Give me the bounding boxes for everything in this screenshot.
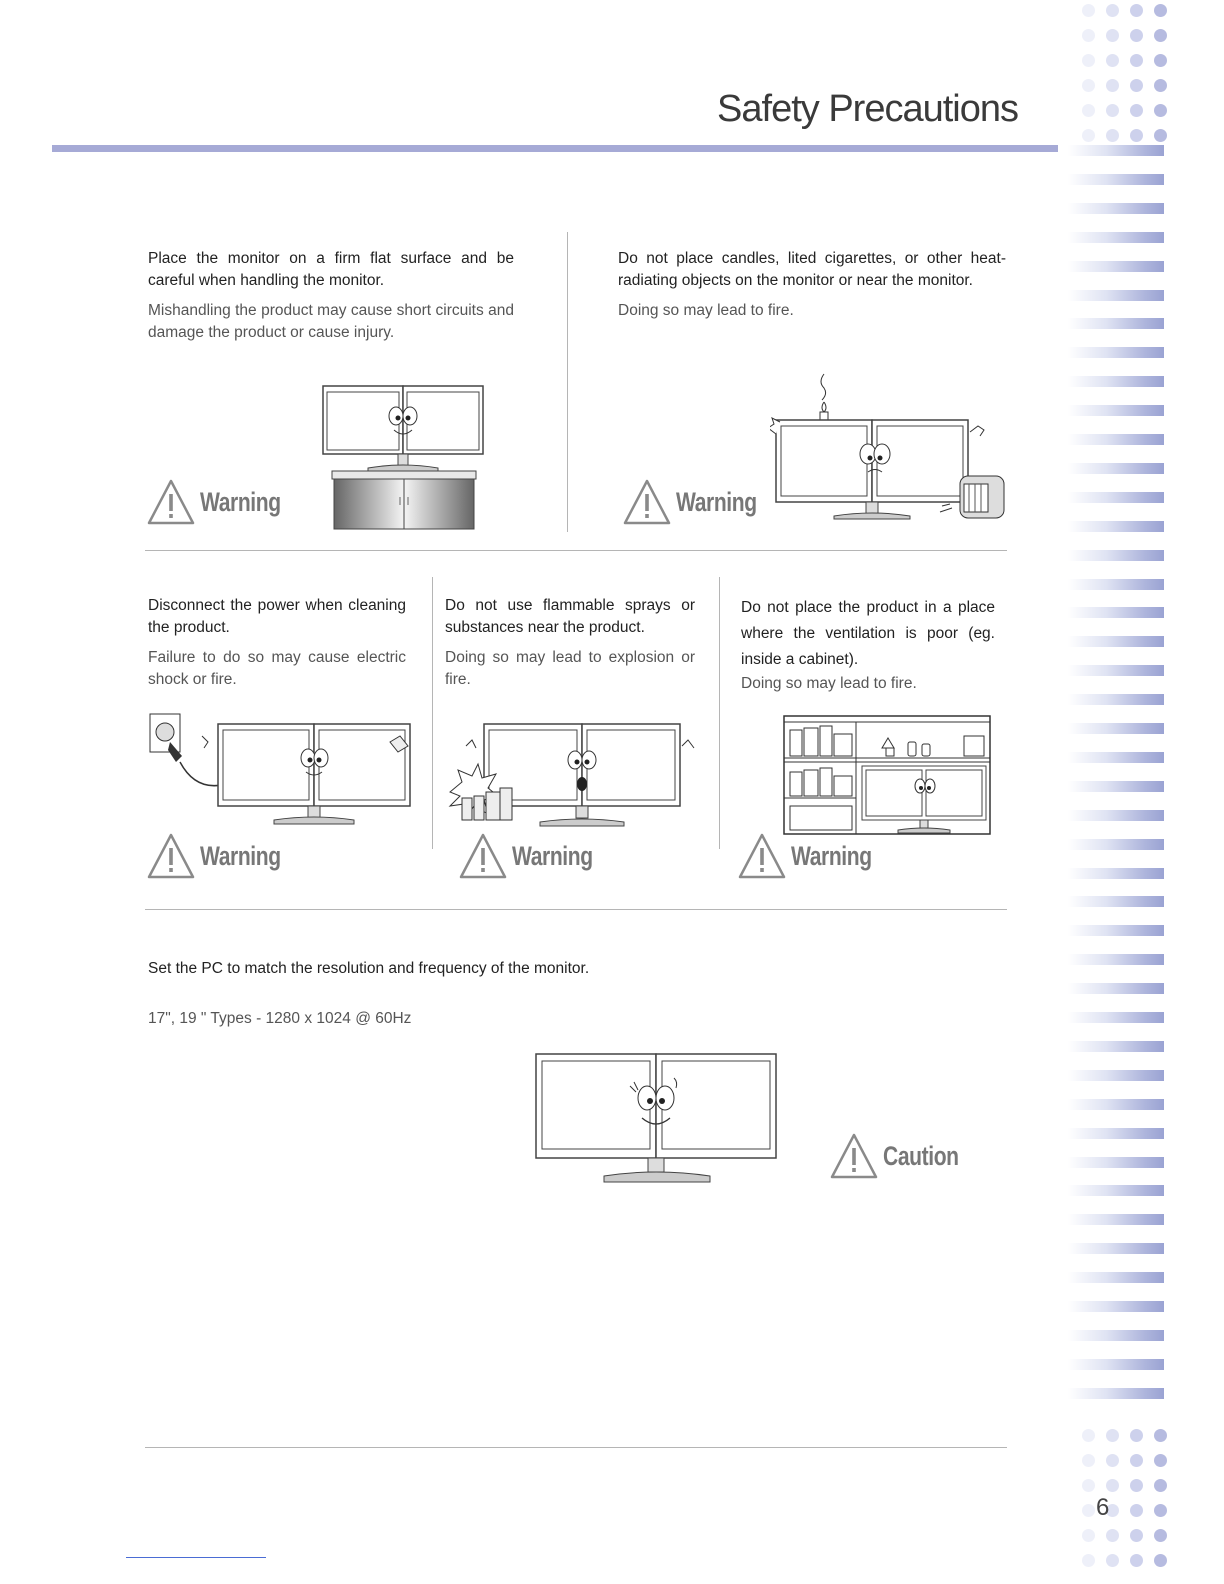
decorative-dot [1154, 1429, 1167, 1442]
section-heat-sources [618, 248, 1006, 322]
warning-label: Warning [676, 486, 757, 517]
decorative-dot [1082, 1529, 1095, 1542]
decorative-bar [1068, 607, 1164, 618]
decorative-bar [1068, 868, 1164, 879]
decorative-bar [1068, 896, 1164, 907]
decorative-dot [1130, 29, 1143, 42]
heat-sources-instruction: Do not place candles, lited cigarettes, or other heat-radiating objects on the monitor or near the monitor. [618, 250, 1006, 289]
decorative-bar [1068, 203, 1164, 214]
decorative-dot [1130, 1554, 1143, 1567]
decorative-dot [1082, 129, 1095, 142]
ventilation-consequence: Doing so may lead to fire. [741, 675, 917, 692]
section-resolution [148, 958, 848, 1030]
section-flammable-sprays [445, 595, 695, 691]
decorative-dot [1154, 104, 1167, 117]
column-divider [719, 577, 720, 849]
decorative-bar [1068, 521, 1164, 532]
decorative-dot [1130, 1454, 1143, 1467]
decorative-dot [1130, 104, 1143, 117]
warning-triangle-icon [146, 832, 196, 880]
decorative-dot [1130, 129, 1143, 142]
decorative-bar [1068, 665, 1164, 676]
disconnect-power-instruction: Disconnect the power when cleaning the product. [148, 597, 406, 636]
footer-divider [145, 1447, 1007, 1448]
decorative-bar [1068, 232, 1164, 243]
dot-pattern-bottom [1068, 1425, 1168, 1584]
warning-label: Warning [512, 840, 593, 871]
decorative-dot [1154, 79, 1167, 92]
footer-link-underline [126, 1557, 266, 1558]
decorative-dot [1154, 1504, 1167, 1517]
decorative-dot [1130, 1429, 1143, 1442]
decorative-dot [1154, 4, 1167, 17]
decorative-dot [1082, 1479, 1095, 1492]
decorative-bar [1068, 983, 1164, 994]
ventilation-instruction: Do not place the product in a place where the ventilation is poor (eg. inside a cabinet). [741, 599, 995, 668]
stable-surface-instruction: Place the monitor on a firm flat surface and be careful when handling the monitor. [148, 250, 514, 289]
title-underline [52, 145, 1058, 152]
decorative-dot [1154, 1454, 1167, 1467]
decorative-dot [1130, 1529, 1143, 1542]
decorative-bar [1068, 1070, 1164, 1081]
decorative-bar [1068, 1099, 1164, 1110]
decorative-bar [1068, 145, 1164, 156]
monitor-with-candle-heater-illustration [770, 372, 1012, 524]
dot-pattern-top [1068, 0, 1168, 140]
decorative-dot [1082, 79, 1095, 92]
page-title: Safety Precautions [717, 88, 1018, 130]
decorative-dot [1130, 1479, 1143, 1492]
decorative-dot [1082, 54, 1095, 67]
decorative-bar [1068, 781, 1164, 792]
decorative-bar [1068, 839, 1164, 850]
decorative-bar [1068, 1243, 1164, 1254]
decorative-bar [1068, 1128, 1164, 1139]
warning-badge [737, 832, 895, 880]
resolution-spec: 17", 19 " Types - 1280 x 1024 @ 60Hz [148, 1010, 412, 1027]
decorative-bar [1068, 752, 1164, 763]
decorative-dot [1154, 1529, 1167, 1542]
decorative-dot [1106, 1479, 1119, 1492]
warning-label: Warning [200, 486, 281, 517]
decorative-side-strip [1068, 0, 1168, 1584]
section-ventilation [741, 595, 995, 695]
gradient-bar-pattern [1068, 145, 1168, 1415]
decorative-bar [1068, 1301, 1164, 1312]
monitor-in-cabinet-illustration [782, 714, 994, 838]
decorative-dot [1130, 54, 1143, 67]
decorative-dot [1154, 129, 1167, 142]
section-stable-surface [148, 248, 514, 344]
decorative-bar [1068, 174, 1164, 185]
decorative-dot [1082, 1454, 1095, 1467]
decorative-bar [1068, 318, 1164, 329]
decorative-bar [1068, 1330, 1164, 1341]
unplug-power-illustration [146, 712, 416, 830]
decorative-dot [1082, 104, 1095, 117]
decorative-bar [1068, 434, 1164, 445]
decorative-dot [1106, 1454, 1119, 1467]
warning-badge [146, 478, 304, 526]
warning-label: Warning [791, 840, 872, 871]
decorative-dot [1082, 4, 1095, 17]
dual-monitor-illustration [534, 1052, 780, 1188]
column-divider [432, 577, 433, 849]
warning-triangle-icon [622, 478, 672, 526]
decorative-bar [1068, 579, 1164, 590]
flammable-sprays-consequence: Doing so may lead to explosion or fire. [445, 649, 695, 688]
flammable-sprays-illustration [448, 716, 700, 832]
decorative-dot [1106, 29, 1119, 42]
caution-triangle-icon [829, 1132, 879, 1180]
heat-sources-consequence: Doing so may lead to fire. [618, 302, 794, 319]
decorative-bar [1068, 925, 1164, 936]
decorative-bar [1068, 1041, 1164, 1052]
caution-label: Caution [883, 1140, 959, 1171]
decorative-dot [1106, 1554, 1119, 1567]
section-disconnect-power [148, 595, 406, 691]
decorative-dot [1154, 1479, 1167, 1492]
decorative-dot [1106, 4, 1119, 17]
warning-badge [458, 832, 616, 880]
decorative-dot [1106, 104, 1119, 117]
decorative-bar [1068, 694, 1164, 705]
caution-badge [829, 1132, 980, 1180]
decorative-dot [1154, 29, 1167, 42]
monitor-on-cabinet-illustration [322, 384, 486, 532]
page-number: 6 [1096, 1494, 1110, 1521]
decorative-bar [1068, 810, 1164, 821]
decorative-dot [1106, 79, 1119, 92]
decorative-bar [1068, 492, 1164, 503]
warning-label: Warning [200, 840, 281, 871]
decorative-bar [1068, 463, 1164, 474]
decorative-dot [1106, 1529, 1119, 1542]
decorative-dot [1082, 29, 1095, 42]
decorative-dot [1130, 1504, 1143, 1517]
section-divider [145, 550, 1007, 551]
decorative-bar [1068, 290, 1164, 301]
decorative-bar [1068, 1157, 1164, 1168]
flammable-sprays-instruction: Do not use flammable sprays or substances near the product. [445, 597, 695, 636]
decorative-bar [1068, 723, 1164, 734]
section-divider [145, 909, 1007, 910]
warning-badge [146, 832, 304, 880]
column-divider [567, 232, 568, 532]
decorative-dot [1130, 4, 1143, 17]
decorative-bar [1068, 405, 1164, 416]
decorative-bar [1068, 1214, 1164, 1225]
decorative-bar [1068, 347, 1164, 358]
decorative-bar [1068, 376, 1164, 387]
decorative-bar [1068, 1272, 1164, 1283]
disconnect-power-consequence: Failure to do so may cause electric shock or fire. [148, 649, 406, 688]
resolution-instruction: Set the PC to match the resolution and frequency of the monitor. [148, 960, 590, 977]
decorative-dot [1106, 54, 1119, 67]
decorative-dot [1082, 1554, 1095, 1567]
decorative-bar [1068, 1359, 1164, 1370]
decorative-dot [1106, 1429, 1119, 1442]
decorative-bar [1068, 1388, 1164, 1399]
warning-badge [622, 478, 780, 526]
decorative-dot [1130, 79, 1143, 92]
warning-triangle-icon [146, 478, 196, 526]
stable-surface-consequence: Mishandling the product may cause short circuits and damage the product or cause injury. [148, 302, 514, 341]
decorative-bar [1068, 550, 1164, 561]
decorative-dot [1154, 1554, 1167, 1567]
decorative-dot [1154, 54, 1167, 67]
decorative-bar [1068, 1012, 1164, 1023]
decorative-bar [1068, 636, 1164, 647]
decorative-bar [1068, 954, 1164, 965]
warning-triangle-icon [458, 832, 508, 880]
decorative-bar [1068, 1185, 1164, 1196]
warning-triangle-icon [737, 832, 787, 880]
decorative-dot [1082, 1429, 1095, 1442]
decorative-dot [1106, 129, 1119, 142]
decorative-bar [1068, 261, 1164, 272]
decorative-dot [1082, 1504, 1095, 1517]
